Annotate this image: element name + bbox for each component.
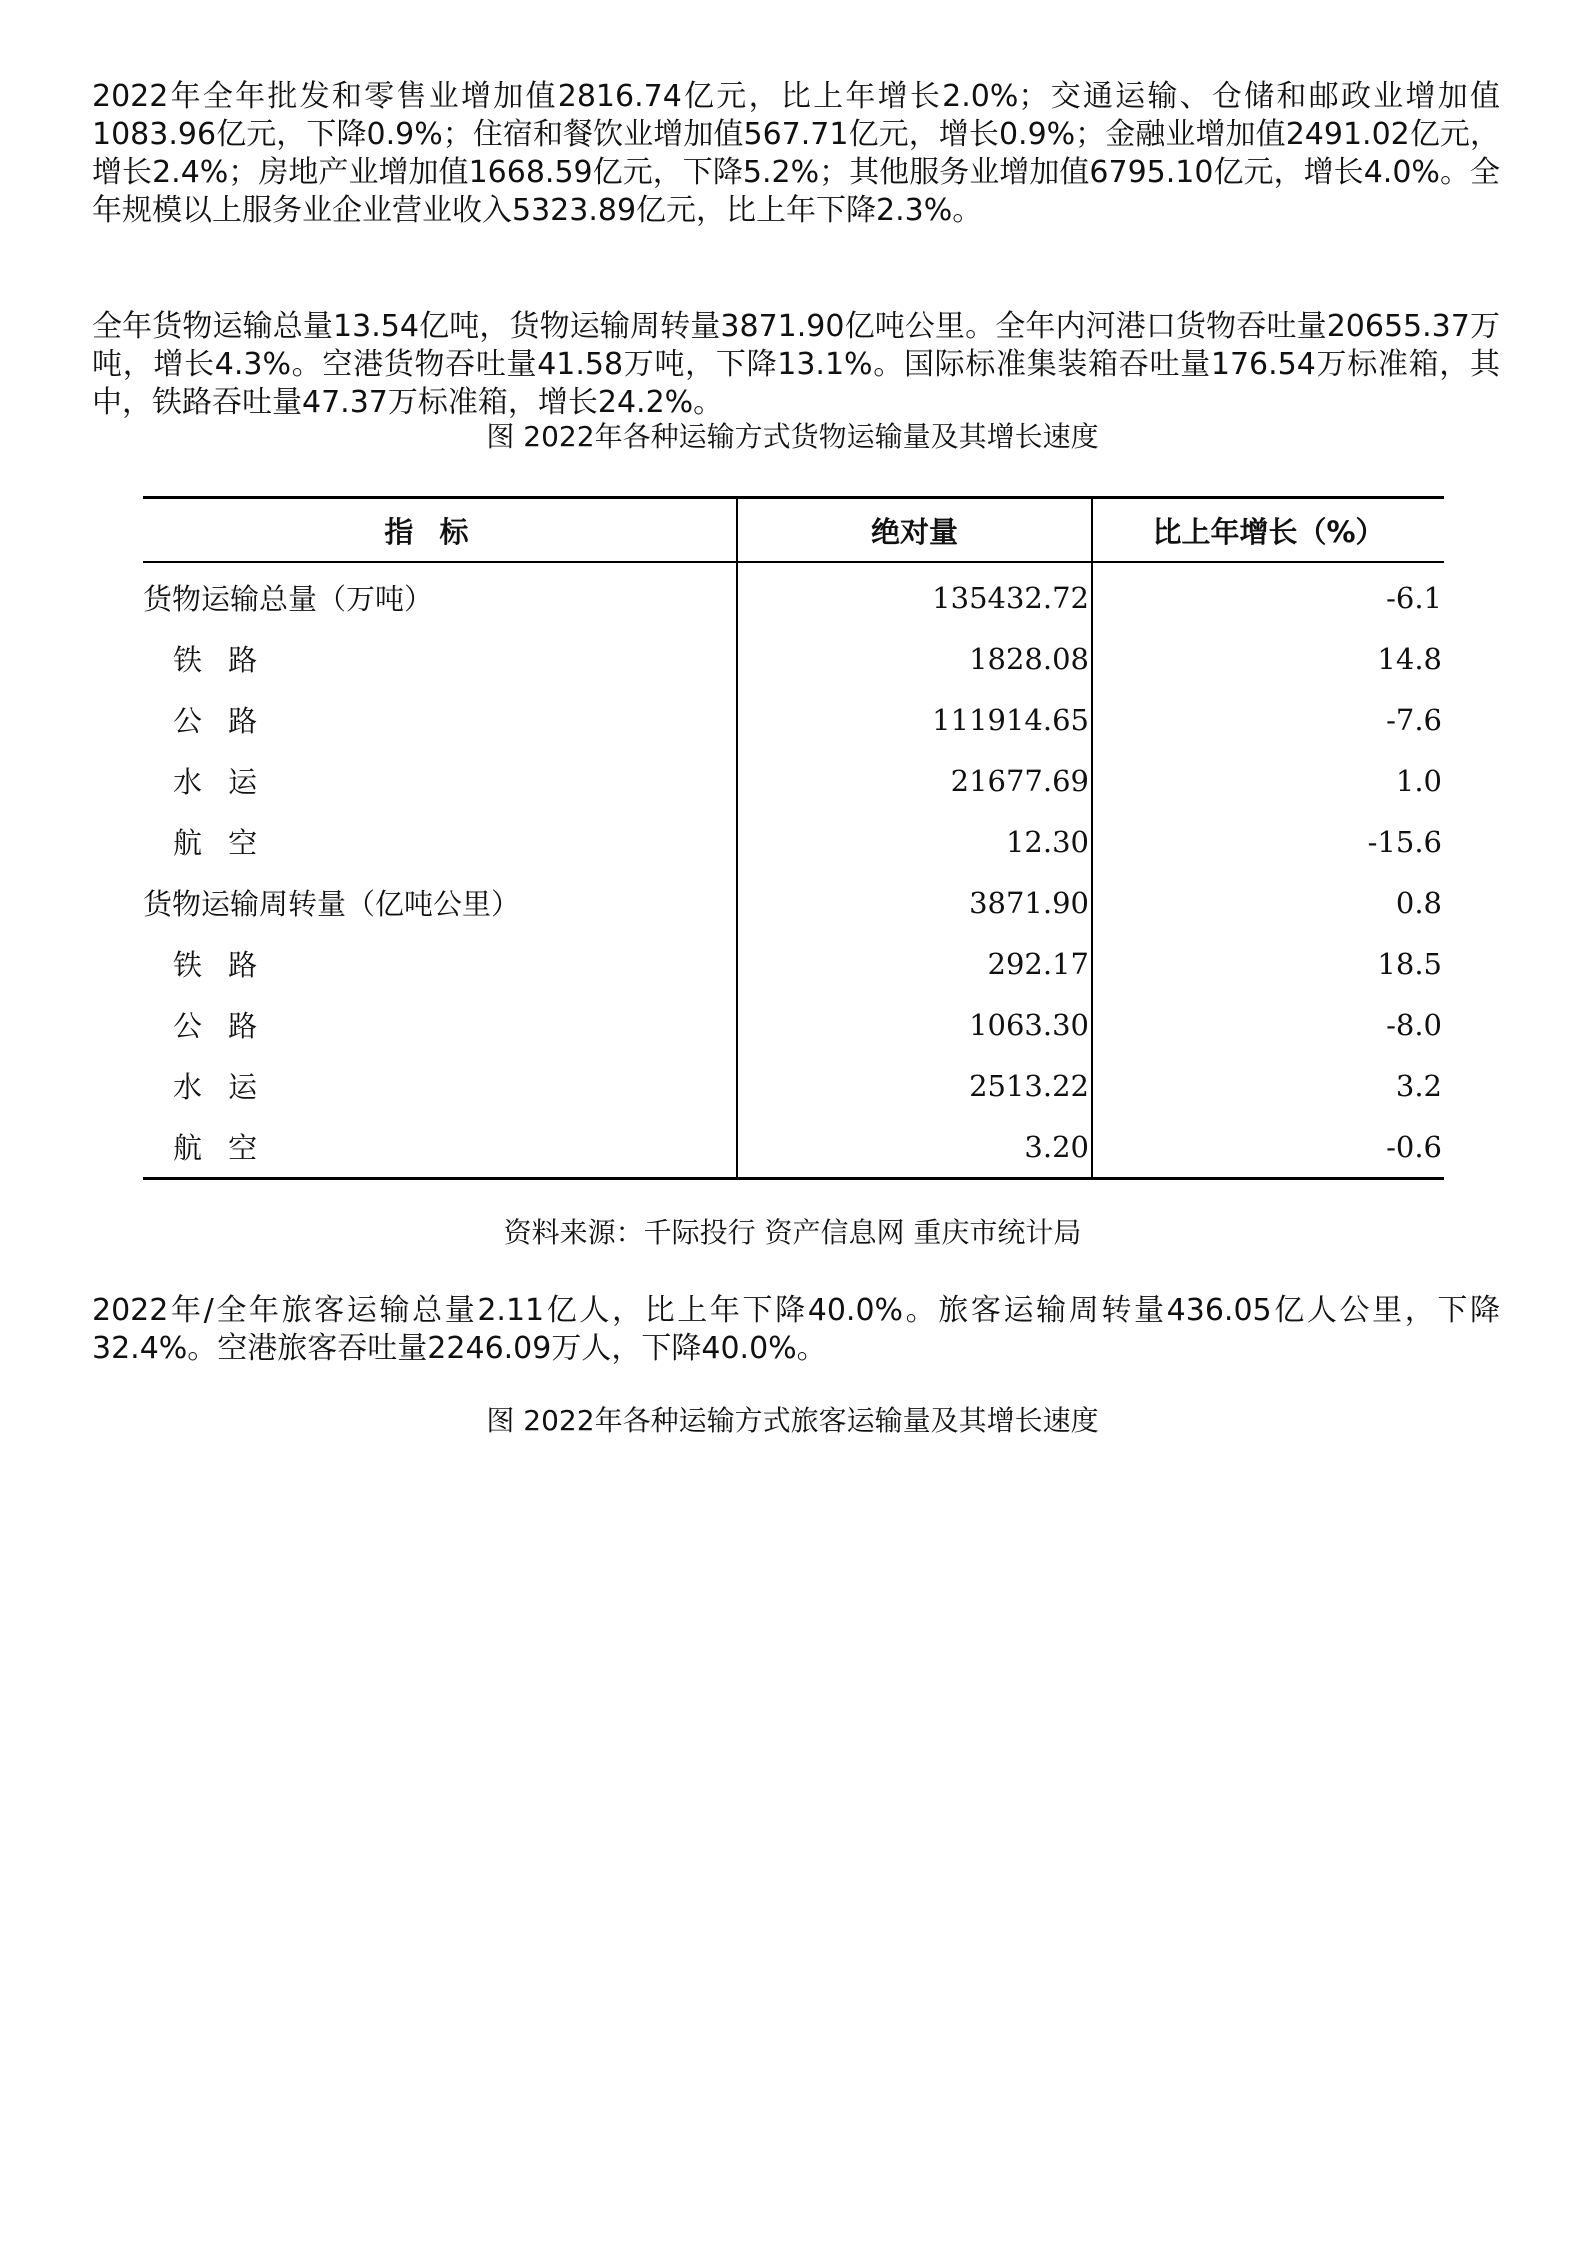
paragraph-freight: 全年货物运输总量13.54亿吨，货物运输周转量3871.90亿吨公里。全年内河港口货物吞吐量20655.37万吨，增长4.3%。空港货物吞吐量41.58万吨，下降13.1%。国际标准集装箱吞吐量176.54万标准箱，其中，铁路吞吐量47.37万标准箱，增长24.2%。 [92, 309, 1500, 420]
row-growth: -8.0 [1092, 994, 1444, 1055]
row-value: 12.30 [737, 811, 1092, 872]
freight-table [143, 496, 1444, 1180]
row-label: 货物运输周转量（亿吨公里） [143, 887, 521, 921]
row-label: 铁路 [173, 643, 284, 677]
row-label: 公路 [173, 1009, 284, 1043]
row-growth: 14.8 [1092, 628, 1444, 689]
header-growth: 比上年增长（%） [1092, 498, 1444, 563]
source-note: 资料来源：千际投行 资产信息网 重庆市统计局 [503, 1216, 1082, 1249]
row-value: 292.17 [737, 933, 1092, 994]
row-growth: 3.2 [1092, 1055, 1444, 1116]
row-value: 21677.69 [737, 750, 1092, 811]
row-growth: -6.1 [1092, 562, 1444, 628]
table-row [143, 1055, 1444, 1116]
header-absolute: 绝对量 [737, 498, 1092, 563]
row-label: 水运 [173, 1070, 284, 1104]
table-row [143, 1116, 1444, 1179]
row-value: 1828.08 [737, 628, 1092, 689]
table-row [143, 933, 1444, 994]
row-value: 3871.90 [737, 872, 1092, 933]
row-growth: 1.0 [1092, 750, 1444, 811]
caption-passenger-table: 图 2022年各种运输方式旅客运输量及其增长速度 [486, 1404, 1099, 1437]
row-label: 公路 [173, 704, 284, 738]
paragraph-service-industry: 2022年全年批发和零售业增加值2816.74亿元，比上年增长2.0%；交通运输、仓储和邮政业增加值1083.96亿元，下降0.9%；住宿和餐饮业增加值567.71亿元，增长0.9%；金融业增加值2491.02亿元，增长2.4%；房地产业增加值1668.59亿元，下降5.2%；其他服务业增加值6795.10亿元，增长4.0%。全年规模以上服务业企业营业收入5323.89亿元，比上年下降2.3%。 [92, 79, 1500, 228]
table-row [143, 689, 1444, 750]
row-label: 铁路 [173, 948, 284, 982]
row-value: 2513.22 [737, 1055, 1092, 1116]
row-growth: -7.6 [1092, 689, 1444, 750]
row-label: 货物运输总量（万吨） [143, 582, 434, 616]
table-row [143, 750, 1444, 811]
header-indicator: 指标 [143, 498, 737, 563]
table-row [143, 562, 1444, 628]
row-value: 1063.30 [737, 994, 1092, 1055]
row-value: 111914.65 [737, 689, 1092, 750]
row-growth: -0.6 [1092, 1116, 1444, 1179]
table-header-row [143, 498, 1444, 563]
caption-freight-table: 图 2022年各种运输方式货物运输量及其增长速度 [486, 420, 1099, 453]
row-growth: 0.8 [1092, 872, 1444, 933]
table-row [143, 811, 1444, 872]
row-label: 航空 [173, 826, 284, 860]
table-row [143, 628, 1444, 689]
row-growth: 18.5 [1092, 933, 1444, 994]
table-row [143, 872, 1444, 933]
row-growth: -15.6 [1092, 811, 1444, 872]
paragraph-passenger: 2022年/全年旅客运输总量2.11亿人，比上年下降40.0%。旅客运输周转量436.05亿人公里，下降32.4%。空港旅客吞吐量2246.09万人，下降40.0%。 [92, 1293, 1500, 1366]
table-row [143, 994, 1444, 1055]
row-label: 航空 [173, 1131, 284, 1165]
row-label: 水运 [173, 765, 284, 799]
row-value: 135432.72 [737, 562, 1092, 628]
row-value: 3.20 [737, 1116, 1092, 1179]
